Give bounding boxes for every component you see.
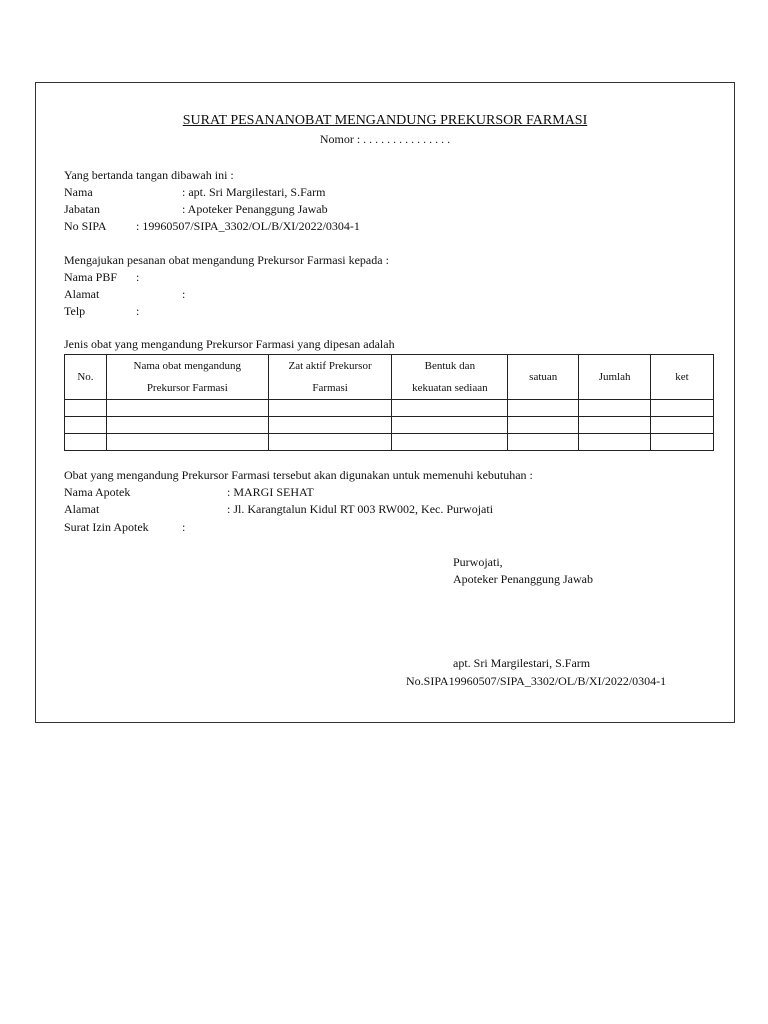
table-cell	[508, 400, 579, 417]
table-cell	[65, 434, 107, 451]
order-intro: Jenis obat yang mengandung Prekursor Farmasi yang dipesan adalah	[64, 337, 395, 351]
table-cell	[392, 417, 508, 434]
pharmacy-license-value: :	[182, 520, 186, 534]
document-sheet	[35, 82, 735, 723]
bottom-border	[35, 722, 734, 723]
signature-role: Apoteker Penanggung Jawab	[453, 572, 593, 586]
table-row	[65, 400, 714, 417]
table-cell	[651, 400, 714, 417]
table-cell	[508, 417, 579, 434]
table-cell	[268, 400, 392, 417]
table-row	[65, 434, 714, 451]
table-cell	[579, 400, 651, 417]
col-header-no: No.	[65, 355, 107, 400]
supplier-address-value: :	[182, 287, 186, 301]
table-cell	[106, 400, 268, 417]
pharmacy-name-label: Nama Apotek	[64, 485, 131, 499]
table-cell	[65, 417, 107, 434]
pharmacy-address-value: : Jl. Karangtalun Kidul RT 003 RW002, Kec. Purwojati	[227, 502, 494, 516]
table-cell	[268, 417, 392, 434]
table-cell	[106, 417, 268, 434]
supplier-pbf-value: :	[136, 270, 140, 284]
order-table	[64, 354, 714, 451]
supplier-intro: Mengajukan pesanan obat mengandung Prekursor Farmasi kepada :	[64, 253, 389, 267]
pharmacy-license-label: Surat Izin Apotek	[64, 520, 149, 534]
pharmacy-name-value: : MARGI SEHAT	[227, 485, 314, 499]
order-table-header	[65, 355, 714, 400]
col-header-active-substance: Zat aktif Prekursor Farmasi	[268, 355, 392, 400]
signer-name-value: : apt. Sri Margilestari, S.Farm	[182, 185, 326, 199]
signature-sipa: No.SIPA19960507/SIPA_3302/OL/B/XI/2022/0304-1	[406, 674, 667, 688]
signer-name-label: Nama	[64, 185, 93, 199]
table-cell	[268, 434, 392, 451]
col-header-dosage-form: Bentuk dan kekuatan sediaan	[392, 355, 508, 400]
signer-position-value: : Apoteker Penanggung Jawab	[182, 202, 328, 216]
col-header-quantity: Jumlah	[579, 355, 651, 400]
supplier-pbf-label: Nama PBF	[64, 270, 118, 284]
table-cell	[392, 434, 508, 451]
pharmacy-address-label: Alamat	[64, 502, 100, 516]
signer-sipa-value: : 19960507/SIPA_3302/OL/B/XI/2022/0304-1	[136, 219, 360, 233]
table-cell	[65, 400, 107, 417]
signature-place: Purwojati,	[453, 555, 503, 569]
signature-name: apt. Sri Margilestari, S.Farm	[453, 656, 591, 670]
signer-sipa-label: No SIPA	[64, 219, 107, 233]
pharmacy-intro: Obat yang mengandung Prekursor Farmasi tersebut akan digunakan untuk memenuhi kebutuhan :	[64, 468, 533, 482]
col-header-unit: satuan	[508, 355, 579, 400]
table-cell	[392, 400, 508, 417]
signer-intro: Yang bertanda tangan dibawah ini :	[64, 168, 234, 182]
col-header-drug-name: Nama obat mengandung Prekursor Farmasi	[106, 355, 268, 400]
table-row	[65, 417, 714, 434]
table-cell	[651, 434, 714, 451]
signer-position-label: Jabatan	[64, 202, 100, 216]
table-cell	[579, 417, 651, 434]
table-cell	[579, 434, 651, 451]
table-cell	[106, 434, 268, 451]
supplier-phone-value: :	[136, 304, 140, 318]
document-title: SURAT PESANANOBAT MENGANDUNG PREKURSOR FARMASI	[182, 113, 588, 128]
supplier-address-label: Alamat	[64, 287, 100, 301]
document-number: Nomor : . . . . . . . . . . . . . . .	[319, 132, 451, 146]
supplier-phone-label: Telp	[64, 304, 86, 318]
table-cell	[651, 417, 714, 434]
col-header-note: ket	[651, 355, 714, 400]
table-cell	[508, 434, 579, 451]
